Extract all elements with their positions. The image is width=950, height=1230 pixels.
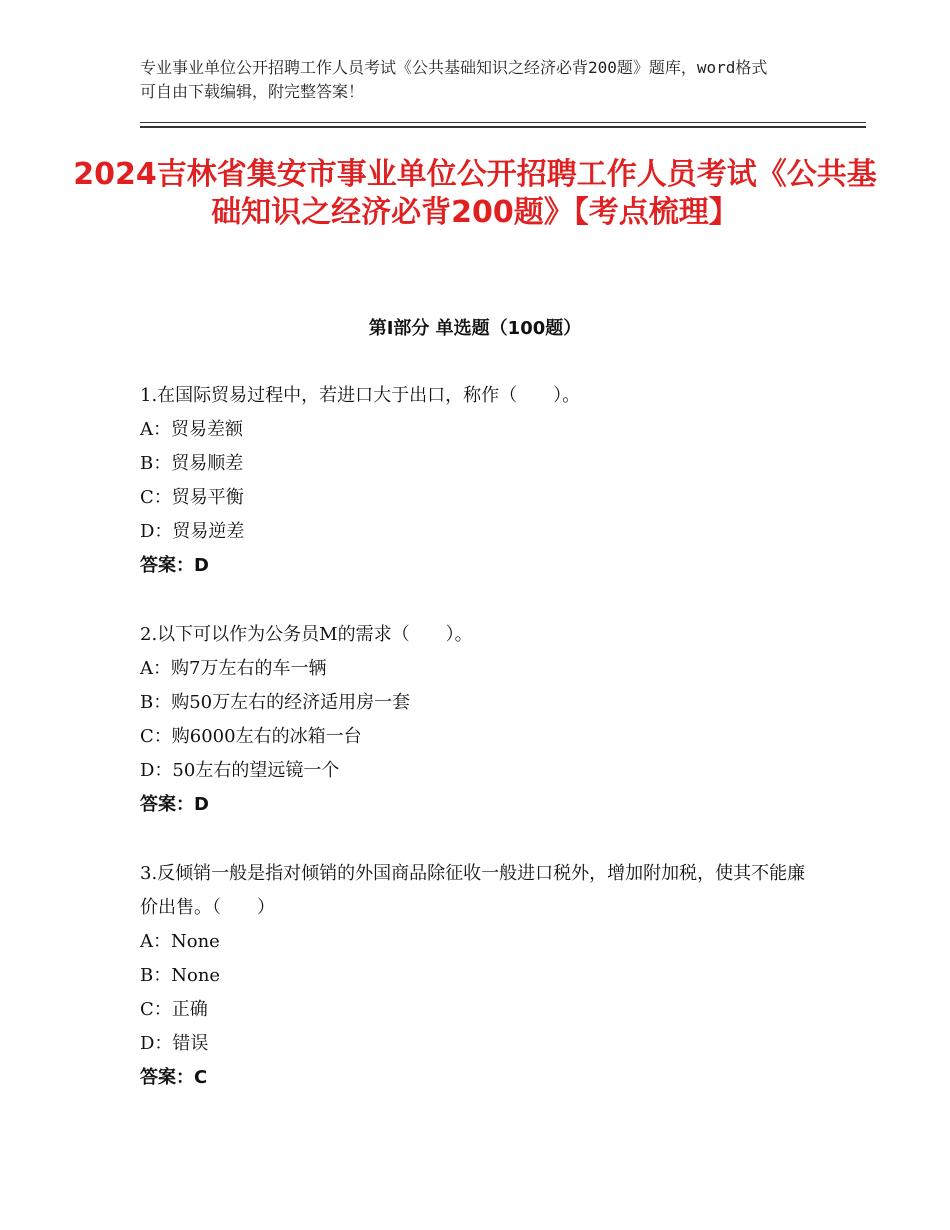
question-stem: 1.在国际贸易过程中，若进口大于出口，称作（ ）。 (140, 385, 581, 406)
option-c: C：购6000左右的冰箱一台 (140, 726, 362, 747)
option-b: B：None (140, 965, 221, 986)
question-2 (140, 618, 810, 822)
option-d: D：贸易逆差 (140, 521, 245, 542)
option-c: C：贸易平衡 (140, 487, 244, 508)
option-a: A：贸易差额 (140, 419, 243, 440)
option-a: A：None (140, 931, 220, 952)
header-note: 专业事业单位公开招聘工作人员考试《公共基础知识之经济必背200题》题库，word格式可自由下载编辑，附完整答案！ (140, 58, 768, 101)
header-divider-thick (140, 126, 866, 128)
option-b: B：购50万左右的经济适用房一套 (140, 692, 411, 713)
option-d: D：错误 (140, 1033, 209, 1054)
option-d: D：50左右的望远镜一个 (140, 760, 340, 781)
question-stem: 3.反倾销一般是指对倾销的外国商品除征收一般进口税外，增加附加税，使其不能廉价出售。（ ） (140, 863, 806, 918)
answer: 答案：D (140, 794, 209, 815)
option-b: B：贸易顺差 (140, 453, 244, 474)
section-title: 第Ⅰ部分 单选题（100题） (368, 318, 582, 339)
question-stem: 2.以下可以作为公务员M的需求（ ）。 (140, 624, 473, 645)
header-divider (140, 122, 866, 123)
option-c: C：正确 (140, 999, 208, 1020)
question-1 (140, 379, 810, 583)
document-title: 2024吉林省集安市事业单位公开招聘工作人员考试《公共基础知识之经济必背200题》【考点梳理】 (73, 157, 877, 230)
answer: 答案：D (140, 555, 209, 576)
option-a: A：购7万左右的车一辆 (140, 658, 327, 679)
question-3 (140, 857, 810, 1095)
answer: 答案：C (140, 1067, 208, 1088)
